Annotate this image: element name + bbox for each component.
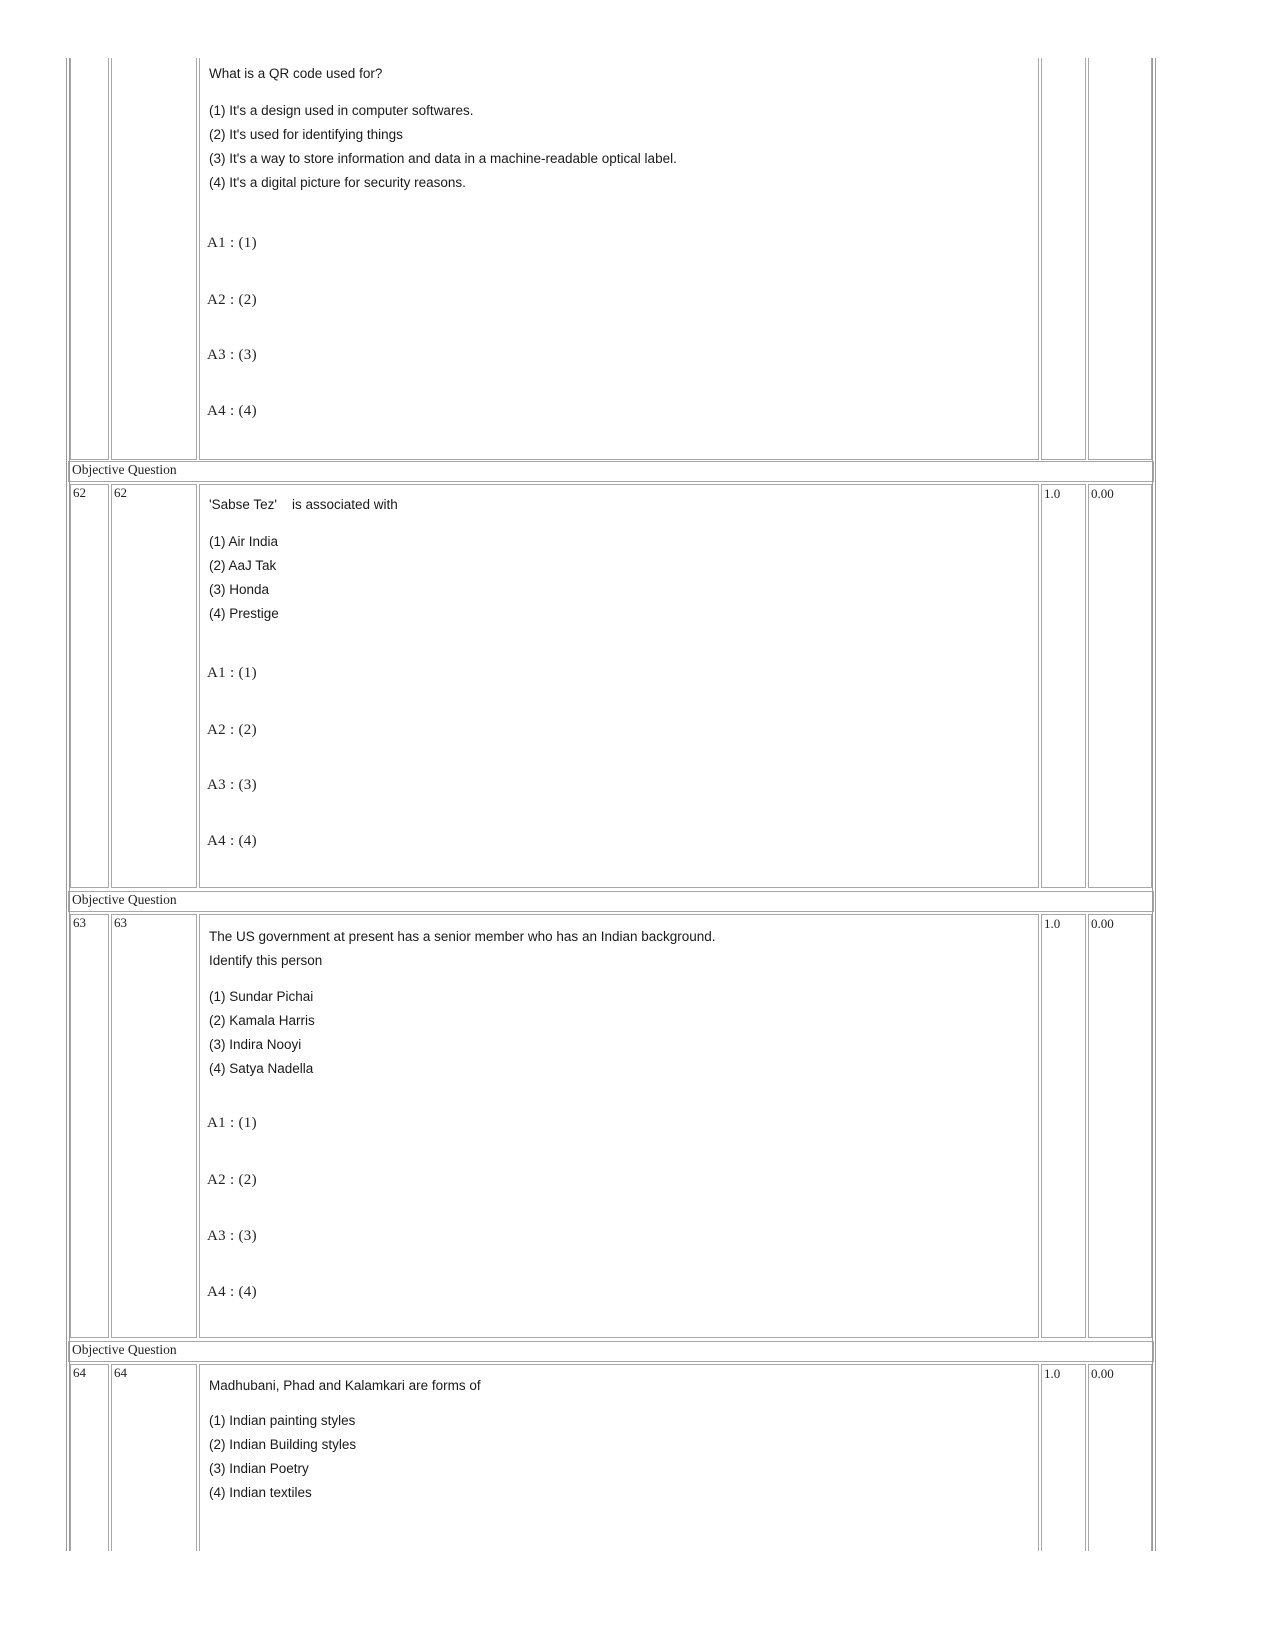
question-id: 62 (114, 485, 127, 500)
answer-option-2: A2 : (2) (207, 1172, 257, 1188)
answer-option-1: A1 : (1) (207, 665, 257, 681)
question-id: 64 (114, 1365, 127, 1380)
question-id: 63 (114, 915, 127, 930)
marks-cell (1041, 914, 1086, 1338)
question-text-line-1: The US government at present has a senior member who has an Indian background. (209, 929, 716, 944)
option-1: (1) It's a design used in computer softwares. (209, 103, 474, 118)
option-4: (4) Satya Nadella (209, 1061, 314, 1076)
qid-cell (111, 484, 197, 888)
option-3: (3) It's a way to store information and data in a machine-readable optical label. (209, 151, 677, 166)
answer-option-4: A4 : (4) (207, 1284, 257, 1300)
question-text: 'Sabse Tez' is associated with (209, 497, 398, 512)
marks-cell (1041, 484, 1086, 888)
section-header-text: Objective Question (72, 892, 177, 907)
option-2: (2) Kamala Harris (209, 1013, 315, 1028)
table-right-border (1152, 58, 1156, 1551)
option-1: (1) Air India (209, 534, 279, 549)
serial-number: 63 (73, 915, 86, 930)
marks-cell (1041, 1364, 1086, 1551)
option-4: (4) Indian textiles (209, 1485, 312, 1500)
answer-option-1: A1 : (1) (207, 1115, 257, 1131)
sno-cell (70, 1364, 109, 1551)
answer-option-3: A3 : (3) (207, 347, 257, 363)
section-header-row (68, 1341, 1154, 1362)
question-text-line-2: Identify this person (209, 953, 323, 968)
marks-cell (1041, 58, 1086, 460)
negative-marks-cell (1088, 914, 1152, 1338)
negative-marks-cell (1088, 484, 1152, 888)
question-text: What is a QR code used for? (209, 66, 383, 81)
question-cell (199, 58, 1039, 460)
negative-marks-cell (1088, 1364, 1152, 1551)
negative-marks-value: 0.00 (1091, 486, 1114, 501)
option-4: (4) Prestige (209, 606, 279, 621)
question-cell (199, 914, 1039, 1338)
option-1: (1) Sundar Pichai (209, 989, 314, 1004)
option-2: (2) It's used for identifying things (209, 127, 403, 142)
serial-number: 62 (73, 485, 86, 500)
question-cell (199, 484, 1039, 888)
negative-marks-value: 0.00 (1091, 1366, 1114, 1381)
serial-number: 64 (73, 1365, 86, 1380)
answer-option-4: A4 : (4) (207, 403, 257, 419)
question-text: Madhubani, Phad and Kalamkari are forms of (209, 1378, 481, 1393)
marks-value: 1.0 (1044, 916, 1061, 931)
marks-value: 1.0 (1044, 1366, 1061, 1381)
sno-cell (70, 484, 109, 888)
section-header-row (68, 461, 1154, 482)
answer-option-3: A3 : (3) (207, 777, 257, 793)
option-1: (1) Indian painting styles (209, 1413, 356, 1428)
table-left-border (66, 58, 70, 1551)
section-header-text: Objective Question (72, 1342, 177, 1357)
negative-marks-cell (1088, 58, 1152, 460)
answer-option-1: A1 : (1) (207, 235, 257, 251)
sno-cell (70, 58, 109, 460)
option-4: (4) It's a digital picture for security reasons. (209, 175, 466, 190)
answer-option-2: A2 : (2) (207, 722, 257, 738)
option-3: (3) Honda (209, 582, 270, 597)
marks-value: 1.0 (1044, 486, 1061, 501)
option-3: (3) Indira Nooyi (209, 1037, 302, 1052)
negative-marks-value: 0.00 (1091, 916, 1114, 931)
qid-cell (111, 1364, 197, 1551)
answer-option-2: A2 : (2) (207, 292, 257, 308)
sno-cell (70, 914, 109, 1338)
qid-cell (111, 914, 197, 1338)
section-header-row (68, 891, 1154, 912)
qid-cell (111, 58, 197, 460)
answer-option-4: A4 : (4) (207, 833, 257, 849)
option-2: (2) Indian Building styles (209, 1437, 357, 1452)
option-3: (3) Indian Poetry (209, 1461, 309, 1476)
option-2: (2) AaJ Tak (209, 558, 277, 573)
answer-option-3: A3 : (3) (207, 1228, 257, 1244)
section-header-text: Objective Question (72, 462, 177, 477)
